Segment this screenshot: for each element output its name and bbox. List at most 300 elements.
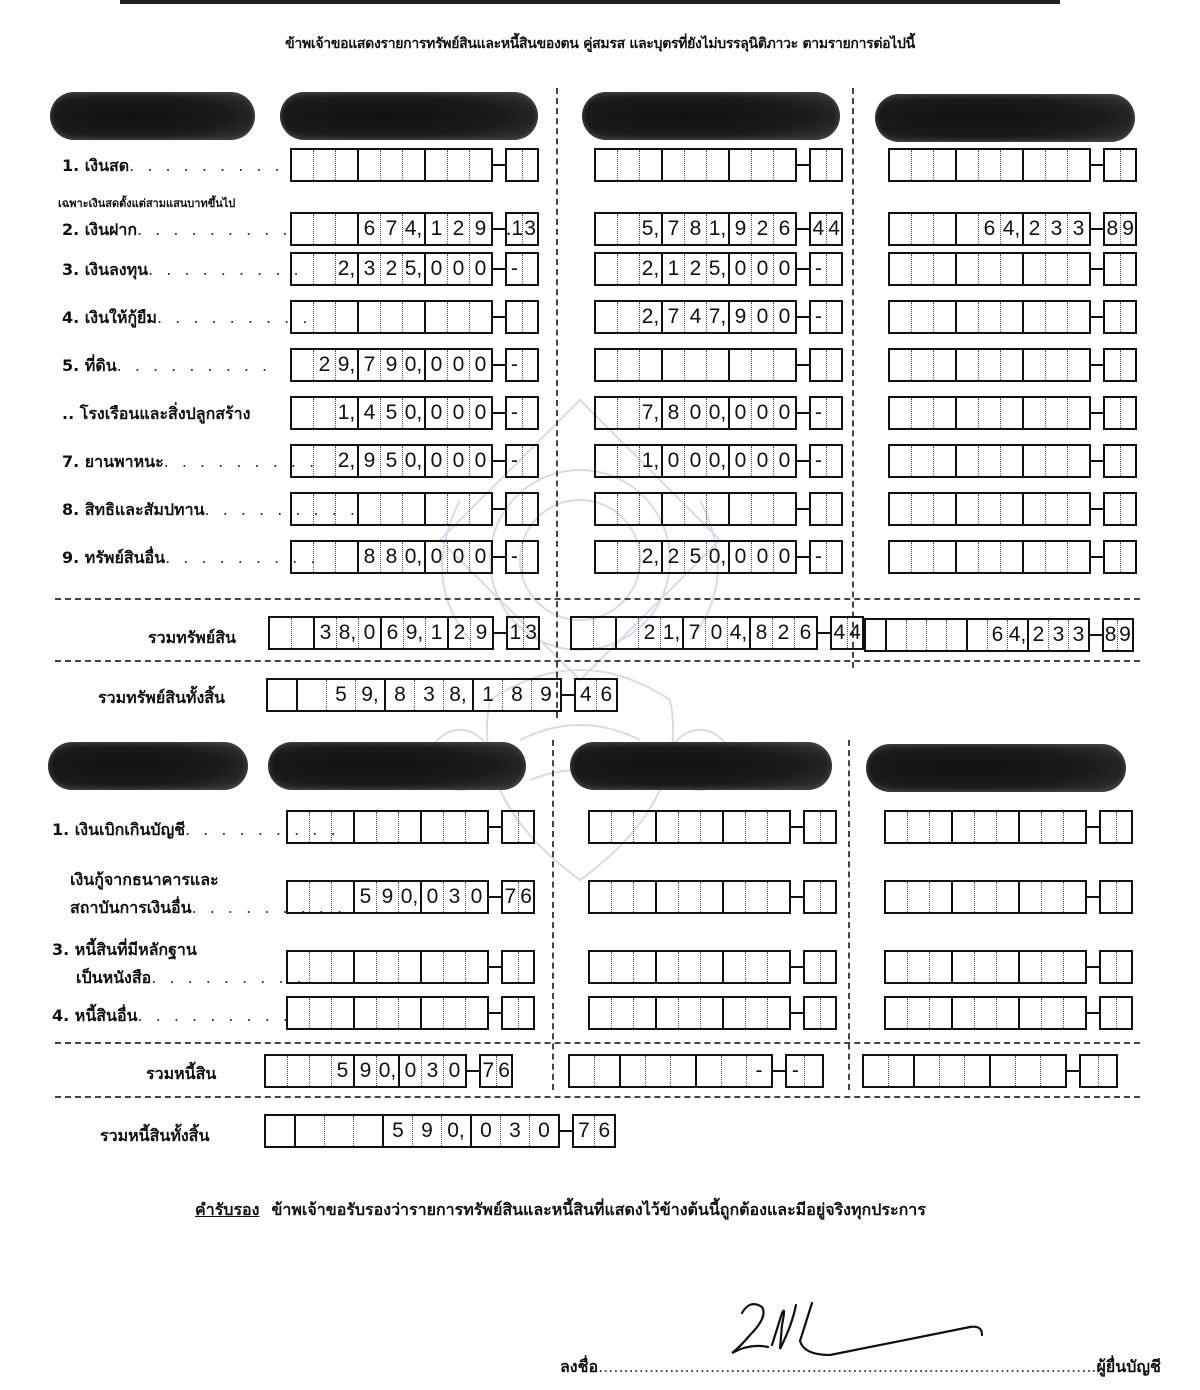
- digit-cell: [866, 620, 885, 650]
- digit-cell: [1001, 446, 1022, 476]
- digit-group: [288, 882, 355, 912]
- digit-cell: [332, 812, 353, 842]
- amount-field[interactable]: [888, 348, 1137, 382]
- amount-field[interactable]: [864, 618, 1134, 652]
- digit-cell: [979, 398, 1001, 428]
- amount-field[interactable]: [594, 300, 843, 334]
- digit-group: [657, 812, 724, 842]
- asset-row-label: [62, 402, 250, 427]
- amount-field[interactable]: [570, 616, 864, 650]
- amount-decimal-box[interactable]: [803, 950, 837, 984]
- amount-decimal-box[interactable]: [1103, 252, 1137, 286]
- amount-integer-box[interactable]: [290, 396, 493, 430]
- digit-cell: 2,: [641, 545, 660, 568]
- digit-cell: 1,: [337, 401, 356, 424]
- amount-integer-box[interactable]: [286, 880, 489, 914]
- digit-cell: [523, 302, 538, 332]
- amount-decimal-box[interactable]: [501, 996, 535, 1030]
- digit-cell: [336, 542, 357, 572]
- redacted-header: [280, 92, 538, 140]
- digit-cell: 8: [503, 680, 532, 710]
- digit-cell: [426, 150, 448, 180]
- amount-decimal-box[interactable]: [1103, 148, 1137, 182]
- sign-prefix: ลงชื่อ: [560, 1357, 599, 1376]
- digit-group: [684, 618, 751, 648]
- digit-cell: 0: [363, 621, 376, 644]
- amount-integer-box[interactable]: [290, 300, 493, 334]
- amount-field[interactable]: [884, 996, 1133, 1030]
- digit-group: [886, 882, 953, 912]
- digit-cell: [934, 542, 955, 572]
- row-label-text: 2. เงินฝาก: [62, 220, 138, 239]
- digit-cell: [707, 494, 728, 524]
- digit-cell: 4,: [1008, 623, 1027, 646]
- digit-cell: 2: [1029, 620, 1049, 650]
- amount-field[interactable]: [884, 880, 1133, 914]
- amount-decimal-box[interactable]: [505, 300, 539, 334]
- digit-cell: [336, 494, 357, 524]
- digit-cell: [618, 254, 640, 284]
- digit-cell: [685, 350, 707, 380]
- amount-field[interactable]: [266, 678, 618, 712]
- amount-integer-box[interactable]: [884, 880, 1087, 914]
- decimal-separator: [1091, 228, 1103, 230]
- amount-field[interactable]: [286, 950, 535, 984]
- digit-group: [886, 812, 953, 842]
- amount-decimal-box[interactable]: [1099, 810, 1133, 844]
- amount-field[interactable]: [290, 540, 539, 574]
- digit-cell: [1105, 398, 1121, 428]
- digit-cell: 9,: [361, 683, 379, 706]
- amount-integer-box[interactable]: [594, 492, 797, 526]
- amount-decimal-box[interactable]: [785, 1054, 824, 1088]
- amount-integer-box[interactable]: [286, 810, 489, 844]
- amount-decimal-box[interactable]: [1103, 348, 1137, 382]
- amount-integer-box[interactable]: [594, 148, 797, 182]
- digit-group: [359, 398, 426, 428]
- amount-decimal-box[interactable]: [574, 678, 618, 712]
- amount-field[interactable]: [264, 1114, 616, 1148]
- amount-integer-box[interactable]: [290, 148, 493, 182]
- digit-group: [1020, 812, 1085, 842]
- decimal-separator: [489, 826, 501, 828]
- digit-cell: -: [811, 446, 827, 476]
- digit-group: [449, 618, 492, 648]
- digit-cell: 6: [988, 620, 1008, 650]
- digit-group: [296, 1116, 384, 1146]
- amount-integer-box[interactable]: [888, 348, 1091, 382]
- amount-integer-box[interactable]: [290, 492, 493, 526]
- digit-cell: [448, 150, 470, 180]
- asset-row-label: [62, 354, 271, 379]
- digit-cell: [953, 812, 975, 842]
- digit-cell: 0: [426, 398, 448, 428]
- amount-field[interactable]: [290, 396, 539, 430]
- amount-field[interactable]: [888, 148, 1137, 182]
- amount-integer-box[interactable]: [266, 678, 562, 712]
- amount-decimal-box[interactable]: [1103, 212, 1137, 246]
- amount-decimal-box[interactable]: [505, 212, 539, 246]
- digit-cell: [470, 494, 491, 524]
- digit-cell: 0,: [400, 885, 419, 908]
- amount-decimal-box[interactable]: [803, 880, 837, 914]
- digit-cell: 2,: [641, 305, 660, 328]
- assets-subtotal-label: รวมทรัพย์สิน: [148, 628, 236, 647]
- amount-field[interactable]: [290, 300, 539, 334]
- amount-decimal-box[interactable]: [505, 148, 539, 182]
- digit-group: [864, 1056, 915, 1086]
- amount-decimal-box[interactable]: [572, 1114, 616, 1148]
- amount-integer-box[interactable]: [888, 252, 1091, 286]
- amount-integer-box[interactable]: [290, 212, 493, 246]
- amount-integer-box[interactable]: [888, 300, 1091, 334]
- digit-cell: 4,: [1002, 217, 1021, 240]
- digit-cell: 0: [538, 1119, 550, 1142]
- amount-decimal-box[interactable]: [1103, 300, 1137, 334]
- amount-field[interactable]: [884, 950, 1133, 984]
- amount-decimal-box[interactable]: [1099, 996, 1133, 1030]
- digit-cell: [1020, 882, 1042, 912]
- amount-integer-box[interactable]: [290, 252, 493, 286]
- digit-group: [697, 1056, 771, 1086]
- amount-decimal-box[interactable]: [505, 540, 539, 574]
- digit-cell: [890, 398, 912, 428]
- amount-integer-box[interactable]: [888, 148, 1091, 182]
- amount-decimal-box[interactable]: [505, 396, 539, 430]
- amount-decimal-box[interactable]: [830, 616, 864, 650]
- amount-field[interactable]: [888, 252, 1137, 286]
- digit-cell: [640, 494, 661, 524]
- digit-cell: 9: [413, 1116, 442, 1146]
- amount-decimal-box[interactable]: [809, 148, 843, 182]
- amount-integer-box[interactable]: [862, 1054, 1067, 1088]
- amount-field[interactable]: [588, 950, 837, 984]
- amount-decimal-box[interactable]: [501, 810, 535, 844]
- digit-cell: [1001, 150, 1022, 180]
- amount-integer-box[interactable]: [888, 212, 1091, 246]
- digit-cell: [886, 812, 908, 842]
- digit-cell: [288, 882, 310, 912]
- digit-group: [472, 1116, 558, 1146]
- amount-decimal-box[interactable]: [1099, 880, 1133, 914]
- amount-decimal-box[interactable]: [809, 252, 843, 286]
- digit-cell: 3: [1046, 214, 1068, 244]
- digit-cell: 2,: [337, 257, 356, 280]
- digit-cell: [1068, 350, 1089, 380]
- digit-cell: 2: [448, 214, 470, 244]
- amount-decimal-box[interactable]: [505, 492, 539, 526]
- amount-integer-box[interactable]: [286, 950, 489, 984]
- amount-decimal-box[interactable]: [1079, 1054, 1118, 1088]
- digit-cell: [890, 214, 912, 244]
- column-divider: [552, 740, 554, 1090]
- amount-decimal-box[interactable]: [479, 1054, 513, 1088]
- amount-field[interactable]: [286, 810, 535, 844]
- digit-cell: [724, 952, 746, 982]
- digit-cell: [890, 302, 912, 332]
- digit-cell: [679, 812, 701, 842]
- digit-cell: [1068, 398, 1089, 428]
- digit-group: [953, 882, 1020, 912]
- leader-dots: . . . . . . . . .: [116, 356, 272, 375]
- leader-dots: . . . . . . . . .: [165, 548, 320, 567]
- amount-field[interactable]: [888, 540, 1137, 574]
- digit-cell: 9: [474, 217, 487, 240]
- amount-field[interactable]: [594, 252, 843, 286]
- amount-field[interactable]: [290, 492, 539, 526]
- digit-group: [422, 952, 487, 982]
- digit-group: [386, 680, 474, 710]
- decimal-separator: [797, 364, 809, 366]
- amount-field[interactable]: [290, 148, 539, 182]
- amount-field[interactable]: [290, 212, 539, 246]
- amount-integer-box[interactable]: [864, 618, 1090, 652]
- amount-decimal-box[interactable]: [1103, 396, 1137, 430]
- decimal-separator: [493, 228, 505, 230]
- redacted-header: [582, 92, 840, 140]
- amount-integer-box[interactable]: [594, 252, 797, 286]
- amount-decimal-box[interactable]: [809, 300, 843, 334]
- decimal-separator: [773, 1070, 785, 1072]
- digit-cell: 0: [426, 350, 448, 380]
- digit-cell: [617, 618, 639, 648]
- digit-cell: [657, 952, 679, 982]
- digit-cell: [572, 618, 594, 648]
- digit-group: [730, 302, 795, 332]
- amount-field[interactable]: [588, 810, 837, 844]
- digit-cell: [596, 494, 618, 524]
- amount-decimal-box[interactable]: [501, 950, 535, 984]
- digit-cell: [1121, 446, 1136, 476]
- amount-field[interactable]: [264, 1054, 513, 1088]
- amount-integer-box[interactable]: [290, 540, 493, 574]
- digit-cell: [314, 542, 336, 572]
- amount-decimal-box[interactable]: [505, 252, 539, 286]
- digit-group: [359, 542, 426, 572]
- digit-cell: [1001, 350, 1022, 380]
- amount-field[interactable]: [286, 996, 535, 1030]
- amount-integer-box[interactable]: [570, 616, 818, 650]
- digit-group: [657, 998, 724, 1028]
- amount-field[interactable]: [290, 444, 539, 478]
- amount-integer-box[interactable]: [594, 396, 797, 430]
- amount-integer-box[interactable]: [594, 300, 797, 334]
- amount-field[interactable]: [594, 212, 843, 246]
- amount-field[interactable]: [888, 444, 1137, 478]
- digit-cell: [314, 254, 336, 284]
- digit-cell: [377, 952, 399, 982]
- digit-cell: [1046, 350, 1068, 380]
- digit-cell: [957, 150, 979, 180]
- digit-cell: [746, 998, 768, 1028]
- digit-cell: [466, 812, 487, 842]
- digit-group: [663, 254, 730, 284]
- decimal-separator: [560, 1130, 572, 1132]
- amount-integer-box[interactable]: [594, 348, 797, 382]
- amount-field[interactable]: [888, 300, 1137, 334]
- digit-group: [957, 350, 1024, 380]
- digit-cell: [399, 812, 420, 842]
- digit-cell: [746, 882, 768, 912]
- amount-field[interactable]: [268, 616, 540, 650]
- digit-cell: [1001, 494, 1022, 524]
- amount-decimal-box[interactable]: [809, 492, 843, 526]
- amount-field[interactable]: [290, 252, 539, 286]
- digit-group: [890, 398, 957, 428]
- amount-field[interactable]: [594, 396, 843, 430]
- amount-field[interactable]: [568, 1054, 824, 1088]
- column-divider: [852, 88, 854, 668]
- amount-integer-box[interactable]: [588, 880, 791, 914]
- amount-field[interactable]: [290, 348, 539, 382]
- amount-integer-box[interactable]: [888, 540, 1091, 574]
- amount-decimal-box[interactable]: [809, 540, 843, 574]
- amount-integer-box[interactable]: [884, 810, 1087, 844]
- digit-cell: [503, 952, 519, 982]
- digit-cell: 8: [751, 618, 773, 648]
- amount-decimal-box[interactable]: [809, 212, 843, 246]
- digit-cell: 0: [730, 398, 752, 428]
- digit-cell: 2: [685, 254, 707, 284]
- digit-group: [400, 1056, 465, 1086]
- digit-cell: 0: [730, 254, 752, 284]
- digit-cell: [934, 302, 955, 332]
- digit-cell: [1064, 882, 1085, 912]
- amount-integer-box[interactable]: [594, 444, 797, 478]
- amount-decimal-box[interactable]: [506, 616, 540, 650]
- amount-field[interactable]: [884, 810, 1133, 844]
- digit-cell: 3: [1072, 217, 1085, 240]
- amount-decimal-box[interactable]: [1102, 618, 1134, 652]
- amount-decimal-box[interactable]: [505, 348, 539, 382]
- amount-decimal-box[interactable]: [1103, 492, 1137, 526]
- amount-integer-box[interactable]: [594, 212, 797, 246]
- amount-decimal-box[interactable]: [1099, 950, 1133, 984]
- digit-cell: [618, 494, 640, 524]
- amount-decimal-box[interactable]: [1103, 540, 1137, 574]
- amount-integer-box[interactable]: [290, 444, 493, 478]
- amount-integer-box[interactable]: [588, 810, 791, 844]
- amount-integer-box[interactable]: [884, 996, 1087, 1030]
- digit-group: [292, 214, 359, 244]
- amount-decimal-box[interactable]: [1103, 444, 1137, 478]
- amount-decimal-box[interactable]: [809, 444, 843, 478]
- digit-cell: [997, 998, 1018, 1028]
- digit-cell: [997, 882, 1018, 912]
- amount-decimal-box[interactable]: [501, 880, 535, 914]
- column-divider: [848, 740, 850, 1090]
- digit-cell: [701, 812, 722, 842]
- digit-cell: [1024, 398, 1046, 428]
- digit-cell: [722, 1056, 747, 1086]
- amount-decimal-box[interactable]: [803, 810, 837, 844]
- digit-cell: 5: [685, 542, 707, 572]
- digit-group: [915, 1056, 991, 1086]
- amount-field[interactable]: [588, 880, 837, 914]
- digit-cell: 8: [359, 542, 381, 572]
- amount-field[interactable]: [286, 880, 535, 914]
- amount-field[interactable]: [888, 492, 1137, 526]
- amount-field[interactable]: [588, 996, 837, 1030]
- digit-group: [590, 952, 657, 982]
- amount-field[interactable]: [888, 396, 1137, 430]
- amount-field[interactable]: [594, 148, 843, 182]
- digit-cell: [965, 1056, 989, 1086]
- digit-cell: [1099, 1056, 1116, 1086]
- amount-decimal-box[interactable]: [803, 996, 837, 1030]
- digit-group: [355, 998, 422, 1028]
- amount-field[interactable]: [594, 492, 843, 526]
- amount-integer-box[interactable]: [264, 1054, 467, 1088]
- digit-cell: 8: [1105, 214, 1121, 244]
- amount-integer-box[interactable]: [286, 996, 489, 1030]
- digit-cell: 0,: [404, 545, 423, 568]
- digit-cell: [975, 812, 997, 842]
- amount-field[interactable]: [594, 540, 843, 574]
- amount-integer-box[interactable]: [888, 396, 1091, 430]
- row-label-text: เป็นหนังสือ: [76, 968, 152, 987]
- decimal-separator: [818, 632, 830, 634]
- amount-decimal-box[interactable]: [809, 348, 843, 382]
- liability-row-label: [52, 1004, 292, 1029]
- amount-integer-box[interactable]: [884, 950, 1087, 984]
- amount-field[interactable]: [888, 212, 1137, 246]
- amount-integer-box[interactable]: [568, 1054, 773, 1088]
- amount-integer-box[interactable]: [264, 1114, 560, 1148]
- decimal-separator: [1087, 826, 1099, 828]
- digit-cell: [811, 150, 827, 180]
- redacted-header: [50, 92, 255, 140]
- digit-cell: [359, 150, 381, 180]
- amount-integer-box[interactable]: [588, 950, 791, 984]
- digit-cell: [310, 952, 332, 982]
- digit-cell: [646, 1056, 671, 1086]
- amount-decimal-box[interactable]: [505, 444, 539, 478]
- digit-cell: [827, 542, 842, 572]
- liabilities-grand-total-label: รวมหนี้สินทั้งสิ้น: [100, 1126, 210, 1145]
- digit-cell: [618, 350, 640, 380]
- amount-field[interactable]: [862, 1054, 1118, 1088]
- digit-cell: [890, 542, 912, 572]
- digit-cell: 8,: [337, 618, 359, 648]
- decimal-separator: [493, 364, 505, 366]
- digit-cell: [403, 302, 424, 332]
- digit-cell: 9: [540, 683, 552, 706]
- amount-decimal-box[interactable]: [809, 396, 843, 430]
- digit-cell: [292, 494, 314, 524]
- amount-field[interactable]: [594, 444, 843, 478]
- digit-cell: [912, 398, 934, 428]
- digit-group: [1024, 398, 1089, 428]
- digit-cell: [768, 998, 789, 1028]
- amount-integer-box[interactable]: [888, 492, 1091, 526]
- digit-group: [315, 618, 382, 648]
- digit-cell: [1117, 812, 1132, 842]
- amount-integer-box[interactable]: [594, 540, 797, 574]
- digit-cell: [377, 998, 399, 1028]
- digit-cell: [1042, 998, 1064, 1028]
- decimal-separator: [494, 632, 506, 634]
- amount-integer-box[interactable]: [888, 444, 1091, 478]
- digit-cell: [310, 1056, 332, 1086]
- decimal-separator: [1091, 508, 1103, 510]
- amount-integer-box[interactable]: [588, 996, 791, 1030]
- digit-cell: [426, 494, 448, 524]
- amount-integer-box[interactable]: [290, 348, 493, 382]
- digit-cell: 2: [381, 254, 403, 284]
- amount-integer-box[interactable]: [268, 616, 494, 650]
- amount-field[interactable]: [594, 348, 843, 382]
